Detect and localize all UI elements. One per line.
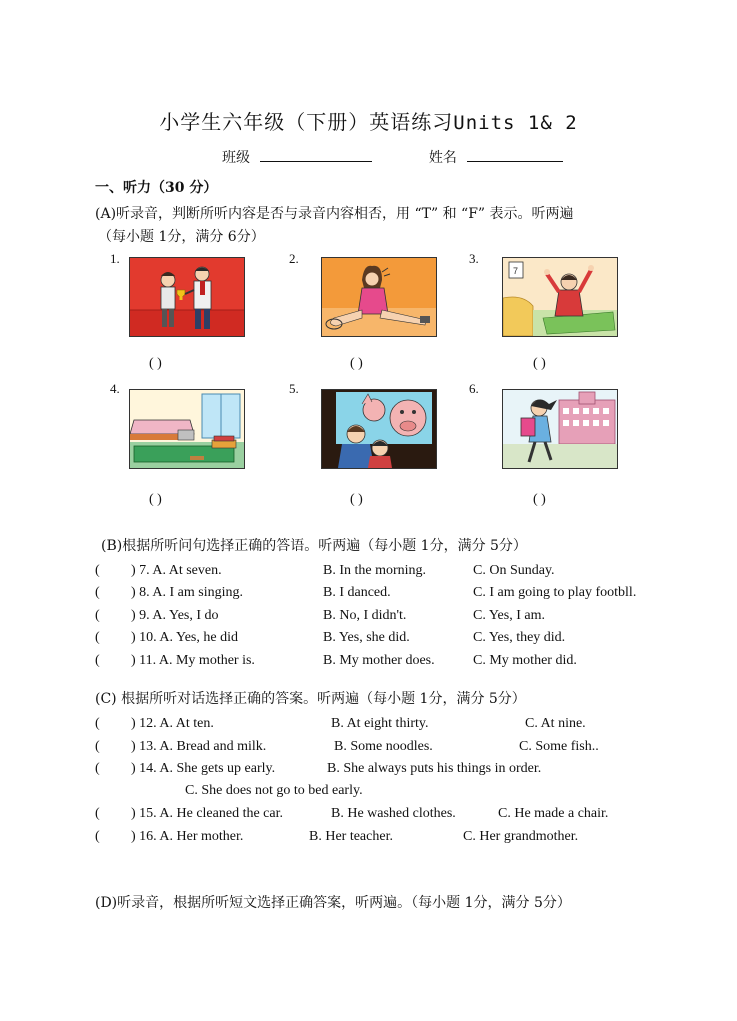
question-option-b: B. Yes, she did. xyxy=(323,630,410,645)
question-option-a: ) 14. A. She gets up early. xyxy=(131,761,276,776)
picture-waking-up xyxy=(502,257,618,337)
question-row xyxy=(95,716,586,732)
picture-number-4: 4. xyxy=(110,381,120,396)
answer-blank-1[interactable]: ( ) xyxy=(149,356,162,371)
question-option-c: C. Yes, they did. xyxy=(473,630,566,645)
question-option-c: C. Her grandmother. xyxy=(463,829,579,844)
part-b-instruction: (B)根据所听问句选择正确的答语。听两遍（每小题 1分，满分 5分） xyxy=(101,538,527,554)
picture-number-6: 6. xyxy=(469,381,479,396)
question-option-b: B. No, I didn't. xyxy=(323,608,407,623)
answer-paren[interactable]: ( xyxy=(95,608,100,623)
question-option-c: C. At nine. xyxy=(525,716,586,731)
answer-blank-2[interactable]: ( ) xyxy=(350,356,363,371)
question-option-b: B. My mother does. xyxy=(323,653,435,668)
answer-paren[interactable]: ( xyxy=(95,563,100,578)
picture-number-3: 3. xyxy=(469,251,479,266)
question-option-a: ) 10. A. Yes, he did xyxy=(131,630,238,645)
part-c-instruction: (C) 根据所听对话选择正确的答案。听两遍（每小题 1分，满分 5分） xyxy=(95,691,526,707)
question-row xyxy=(95,563,555,579)
question-option-b: B. Some noodles. xyxy=(334,739,433,754)
answer-paren[interactable]: ( xyxy=(95,829,100,844)
answer-blank-6[interactable]: ( ) xyxy=(533,492,546,507)
title-english: Units 1& 2 xyxy=(453,112,578,134)
question-row xyxy=(95,630,566,646)
question-option-c: C. Yes, I am. xyxy=(473,608,545,623)
answer-paren[interactable]: ( xyxy=(95,806,100,821)
question-option-a: ) 16. A. Her mother. xyxy=(131,829,244,844)
question-option-c: C. He made a chair. xyxy=(498,806,609,821)
question-row xyxy=(95,653,577,669)
question-option-a: ) 12. A. At ten. xyxy=(131,716,214,731)
question-option-b: B. In the morning. xyxy=(323,563,427,578)
answer-blank-4[interactable]: ( ) xyxy=(149,492,162,507)
question-option-a: ) 15. A. He cleaned the car. xyxy=(131,806,283,821)
svg-text:7: 7 xyxy=(513,266,519,276)
question-option-c: C. I am going to play footbll. xyxy=(473,585,637,600)
question-option-b: B. She always puts his things in order. xyxy=(327,761,542,776)
question-row xyxy=(95,806,609,822)
question-option-c: C. She does not go to bed early. xyxy=(185,783,363,798)
answer-paren[interactable]: ( xyxy=(95,716,100,731)
answer-blank-5[interactable]: ( ) xyxy=(350,492,363,507)
question-row xyxy=(95,829,579,845)
part-a-instruction-2: （每小题 1分，满分 6分） xyxy=(98,229,265,245)
picture-award-ceremony xyxy=(129,257,245,337)
answer-paren[interactable]: ( xyxy=(95,653,100,668)
question-option-a: ) 13. A. Bread and milk. xyxy=(131,739,267,754)
question-option-a: ) 9. A. Yes, I do xyxy=(131,608,219,623)
picture-number-1: 1. xyxy=(110,251,120,266)
picture-girl-to-school xyxy=(502,389,618,469)
question-option-b: B. Her teacher. xyxy=(309,829,393,844)
answer-paren[interactable]: ( xyxy=(95,630,100,645)
question-option-c: C. Some fish.. xyxy=(519,739,599,754)
question-option-b: B. He washed clothes. xyxy=(331,806,456,821)
answer-blank-3[interactable]: ( ) xyxy=(533,356,546,371)
class-blank[interactable] xyxy=(260,147,372,162)
answer-paren[interactable]: ( xyxy=(95,739,100,754)
question-option-a: ) 8. A. I am singing. xyxy=(131,585,243,600)
question-row xyxy=(95,761,542,777)
question-row xyxy=(95,585,637,601)
question-option-a: ) 11. A. My mother is. xyxy=(131,653,255,668)
title-chinese: 小学生六年级（下册）英语练习 xyxy=(159,110,454,134)
question-row xyxy=(95,739,599,755)
picture-number-5: 5. xyxy=(289,381,299,396)
question-option-a: ) 7. A. At seven. xyxy=(131,563,222,578)
answer-paren[interactable]: ( xyxy=(95,585,100,600)
class-label: 班级 xyxy=(222,150,250,166)
picture-movie-theater xyxy=(321,389,437,469)
question-row xyxy=(95,608,545,624)
part-d-instruction: (D)听录音，根据所听短文选择正确答案，听两遍。（每小题 1分，满分 5分） xyxy=(95,895,571,911)
question-option-b: B. I danced. xyxy=(323,585,391,600)
page-title xyxy=(0,106,737,135)
part-a-instruction: (A)听录音，判断所听内容是否与录音内容相否，用 “T” 和 “F” 表示。听两遍 xyxy=(95,206,574,222)
picture-bedroom xyxy=(129,389,245,469)
question-option-c: C. My mother did. xyxy=(473,653,577,668)
question-option-c: C. On Sunday. xyxy=(473,563,555,578)
name-label: 姓名 xyxy=(428,150,457,166)
class-name-line xyxy=(222,147,563,167)
picture-number-2: 2. xyxy=(289,251,299,266)
name-blank[interactable] xyxy=(467,147,563,162)
answer-paren[interactable]: ( xyxy=(95,761,100,776)
section-listening-heading: 一、听力（30 分） xyxy=(95,180,218,196)
question-option-b: B. At eight thirty. xyxy=(331,716,429,731)
picture-girl-hurt xyxy=(321,257,437,337)
